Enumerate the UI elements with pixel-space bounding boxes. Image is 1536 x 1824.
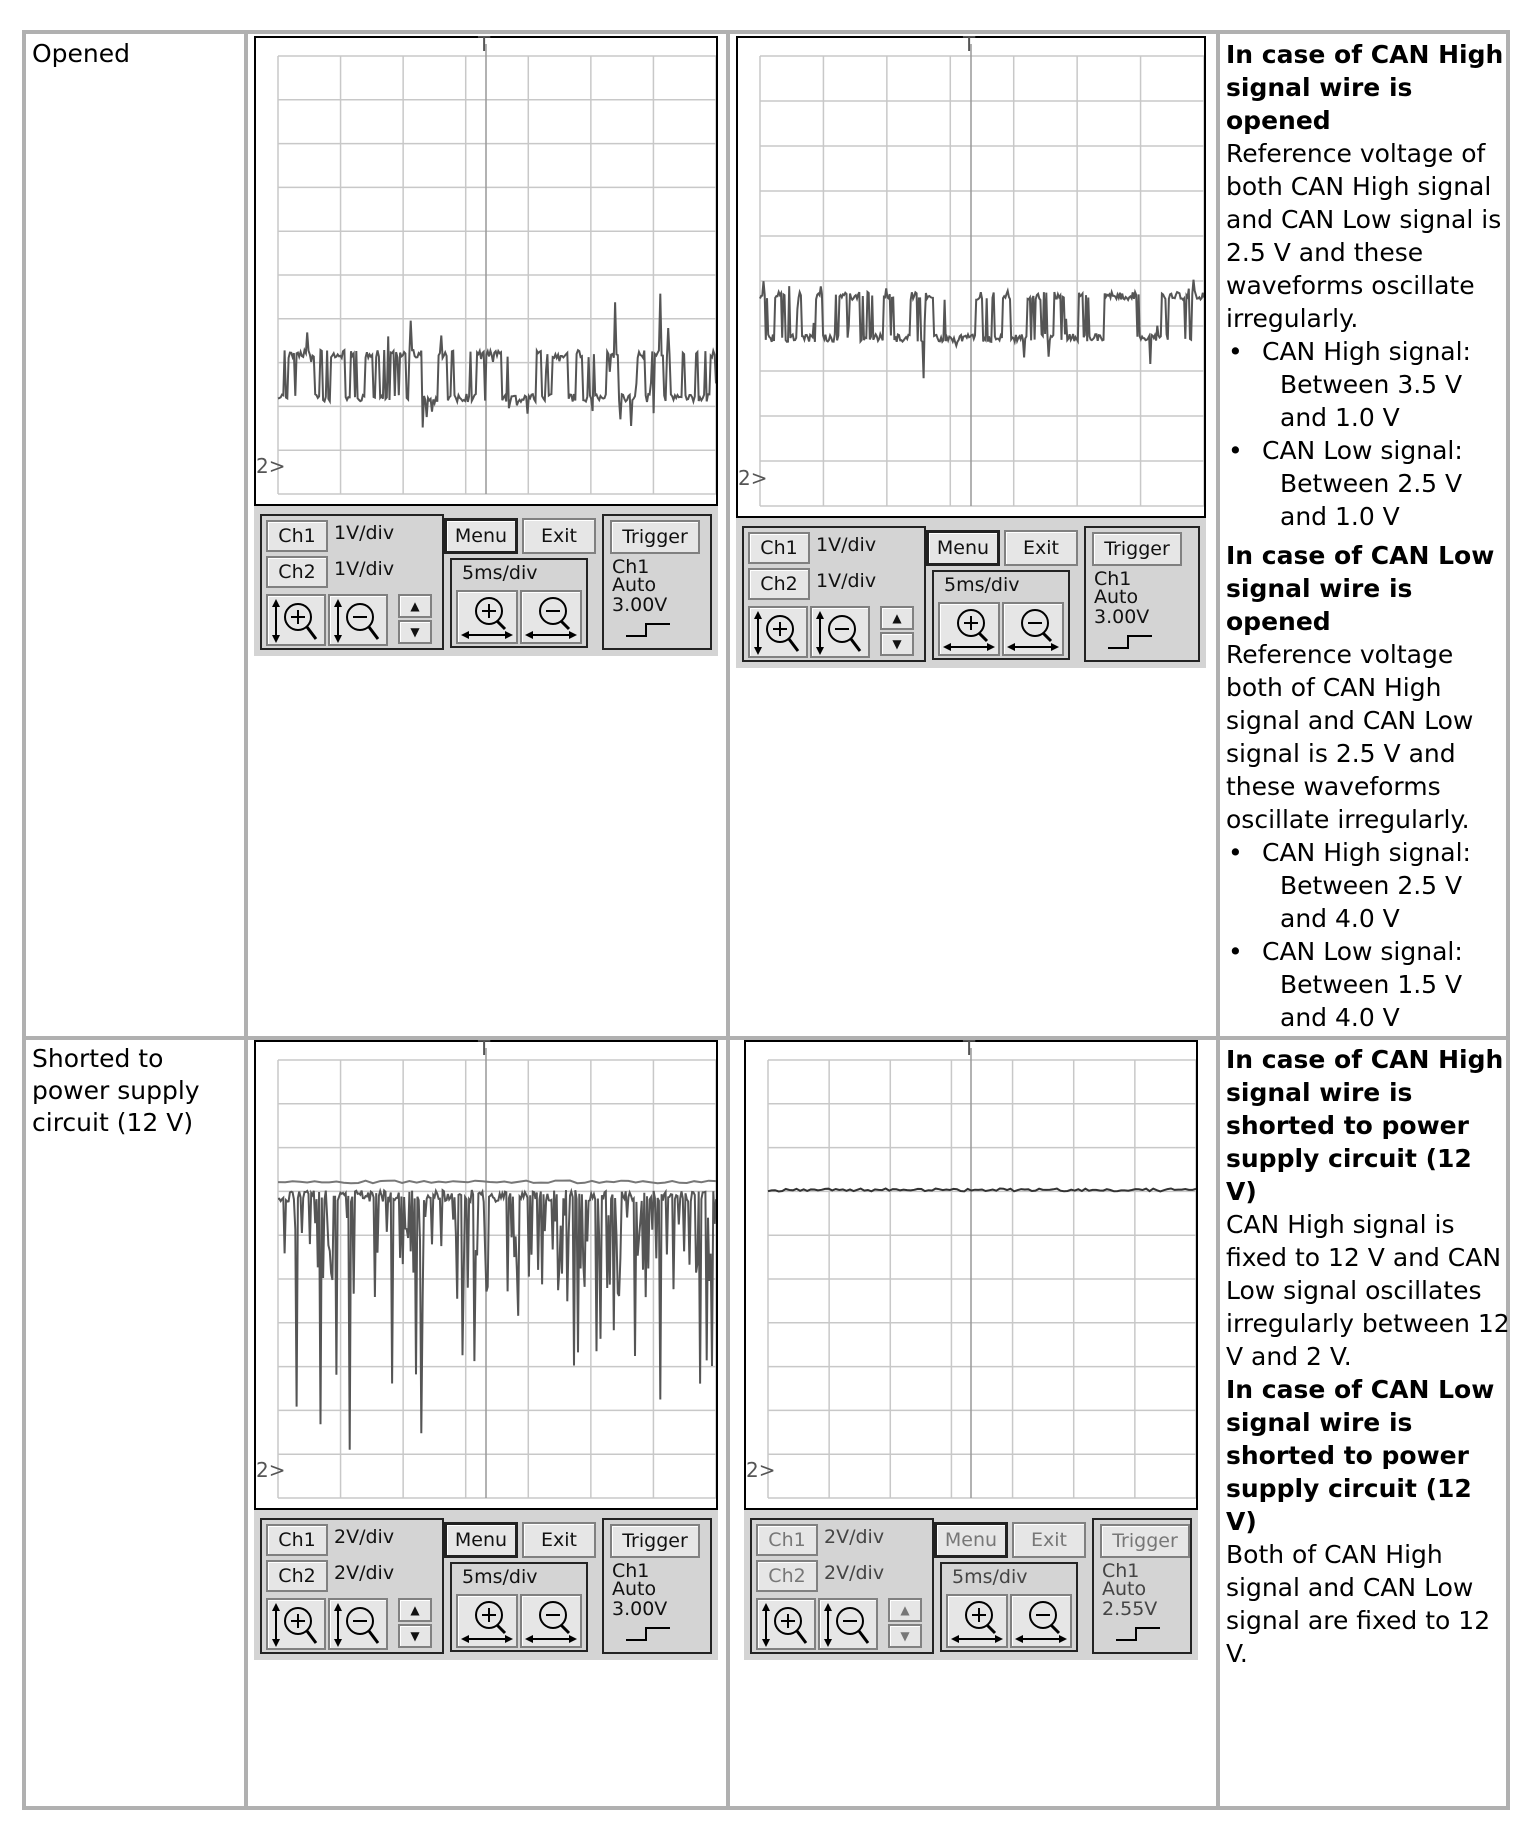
trigger-mode: Auto: [1102, 1578, 1147, 1600]
scroll-down-button[interactable]: [888, 1624, 922, 1648]
zoom-in-icon: [459, 593, 515, 641]
arrow-up-icon: ▲: [410, 1603, 420, 1617]
scroll-down-button[interactable]: [398, 620, 432, 644]
zoom-out-icon: [523, 1597, 579, 1645]
zoom-out-icon: [1013, 1597, 1069, 1645]
horizontal-zoom-out-button[interactable]: [1002, 602, 1064, 656]
vertical-zoom-in-button[interactable]: [748, 606, 808, 658]
scope-screen: [254, 1040, 718, 1510]
trigger-level: 3.00V: [612, 594, 668, 616]
channel2-marker: 2>: [738, 466, 768, 490]
zoom-in-icon: [752, 609, 804, 655]
scope-control-panel: [736, 518, 1206, 668]
arrow-down-icon: ▼: [892, 637, 902, 651]
vertical-zoom-out-button[interactable]: [810, 606, 870, 658]
heading-high-opened: In case of CAN High signal wire is opened: [1226, 40, 1504, 135]
bullet-detail: Between 3.5 V and 1.0 V: [1280, 370, 1463, 432]
trigger-source: Ch1: [1102, 1560, 1140, 1582]
bullet-list: [1226, 335, 1511, 533]
condition-opened: Opened: [32, 39, 131, 68]
text-high-opened: Reference voltage of both CAN High signal and CAN Low signal is 2.5 V and these waveforms oscillate irregularly.: [1226, 139, 1502, 333]
scope-screen: [736, 36, 1206, 518]
scroll-down-button[interactable]: [880, 632, 914, 656]
vertical-zoom-out-button[interactable]: [328, 1598, 388, 1650]
trigger-marker: T: [478, 32, 491, 56]
waveform-display: [256, 1042, 716, 1508]
menu-button[interactable]: Menu: [926, 530, 1000, 566]
scope-control-panel: [744, 1510, 1198, 1660]
channel2-marker: 2>: [256, 454, 286, 478]
text-low-opened: Reference voltage both of CAN High signal and CAN Low signal is 2.5 V and these waveforms oscillate irregularly.: [1226, 640, 1474, 834]
channel2-marker: 2>: [256, 1458, 286, 1482]
waveform-display: [256, 38, 716, 504]
ch1-scale: 1V/div: [334, 522, 395, 544]
trigger-level: 3.00V: [612, 1598, 668, 1620]
ch2-button[interactable]: Ch2: [266, 556, 328, 588]
rising-edge-icon: [624, 1624, 674, 1644]
exit-button[interactable]: Exit: [522, 518, 596, 554]
trigger-button[interactable]: Trigger: [1100, 1524, 1190, 1558]
scroll-down-button[interactable]: [398, 1624, 432, 1648]
waveform-display: [738, 38, 1204, 516]
trigger-mode: Auto: [1094, 586, 1139, 608]
trigger-source: Ch1: [612, 556, 650, 578]
vertical-zoom-in-button[interactable]: [266, 594, 326, 646]
scope-control-panel: [254, 506, 718, 656]
horizontal-zoom-in-button[interactable]: [946, 1594, 1008, 1648]
menu-button[interactable]: Menu: [444, 1522, 518, 1558]
menu-button[interactable]: Menu: [444, 518, 518, 554]
arrow-up-icon: ▲: [892, 611, 902, 625]
text-low-shorted: Both of CAN High signal and CAN Low signal are fixed to 12 V.: [1226, 1540, 1491, 1668]
ch1-button[interactable]: Ch1: [756, 1524, 818, 1556]
bullet-label: CAN Low signal:: [1262, 436, 1463, 465]
zoom-out-icon: [1005, 605, 1061, 653]
scope-screen: [744, 1040, 1198, 1510]
horizontal-zoom-out-button[interactable]: [1010, 1594, 1072, 1648]
list-item: [1226, 434, 1511, 533]
rising-edge-icon: [1114, 1624, 1164, 1644]
exit-button[interactable]: Exit: [522, 1522, 596, 1558]
horizontal-zoom-out-button[interactable]: [520, 1594, 582, 1648]
trigger-button[interactable]: Trigger: [610, 1524, 700, 1558]
text-high-shorted: CAN High signal is fixed to 12 V and CAN Low signal oscillates irregularly between 12 V and 2 V.: [1226, 1210, 1510, 1371]
condition-shorted-12v: Shorted to power supply circuit (12 V): [32, 1044, 200, 1137]
column-divider: [244, 34, 248, 1806]
description-opened: [1226, 38, 1511, 1034]
ch1-button[interactable]: Ch1: [266, 1524, 328, 1556]
menu-button[interactable]: Menu: [934, 1522, 1008, 1558]
timebase-label: 5ms/div: [952, 1566, 1028, 1588]
ch1-scale: 2V/div: [334, 1526, 395, 1548]
zoom-in-icon: [760, 1601, 812, 1647]
scroll-up-button[interactable]: [888, 1598, 922, 1622]
ch1-button[interactable]: Ch1: [748, 532, 810, 564]
ch2-scale: 2V/div: [334, 1562, 395, 1584]
column-divider: [726, 34, 730, 1806]
horizontal-zoom-in-button[interactable]: [456, 590, 518, 644]
trigger-source: Ch1: [612, 1560, 650, 1582]
zoom-out-icon: [523, 593, 579, 641]
zoom-in-icon: [270, 597, 322, 643]
zoom-in-icon: [949, 1597, 1005, 1645]
ch2-scale: 1V/div: [334, 558, 395, 580]
vertical-zoom-out-button[interactable]: [328, 594, 388, 646]
arrow-down-icon: ▼: [410, 625, 420, 639]
signal-trace: [278, 294, 716, 428]
ch1-scale: 2V/div: [824, 1526, 885, 1548]
zoom-out-icon: [822, 1601, 874, 1647]
arrow-down-icon: ▼: [410, 1629, 420, 1643]
trigger-source: Ch1: [1094, 568, 1132, 590]
rising-edge-icon: [624, 620, 674, 640]
scope-control-panel: [254, 1510, 718, 1660]
bullet-label: CAN High signal:: [1262, 838, 1471, 867]
waveform-display: [746, 1042, 1196, 1508]
trigger-button[interactable]: Trigger: [610, 520, 700, 554]
ch1-scale: 1V/div: [816, 534, 877, 556]
trigger-marker: T: [963, 1036, 976, 1060]
channel2-marker: 2>: [746, 1458, 776, 1482]
ch2-button[interactable]: Ch2: [748, 568, 810, 600]
bullet-label: CAN High signal:: [1262, 337, 1471, 366]
ch2-button[interactable]: Ch2: [756, 1560, 818, 1592]
heading-high-shorted: In case of CAN High signal wire is shorted to power supply circuit (12 V): [1226, 1045, 1504, 1206]
signal-trace: [760, 280, 1204, 379]
trigger-marker: T: [963, 32, 976, 56]
arrow-up-icon: ▲: [410, 599, 420, 613]
timebase-label: 5ms/div: [462, 1566, 538, 1588]
scroll-up-button[interactable]: [398, 1598, 432, 1622]
zoom-out-icon: [814, 609, 866, 655]
scroll-up-button[interactable]: [880, 606, 914, 630]
signal-trace: [278, 1181, 716, 1184]
scope-screen: [254, 36, 718, 506]
zoom-in-icon: [941, 605, 997, 653]
list-item: [1226, 335, 1511, 434]
rising-edge-icon: [1106, 632, 1156, 652]
list-item: [1226, 935, 1511, 1034]
trigger-mode: Auto: [612, 574, 657, 596]
ch2-button[interactable]: Ch2: [266, 1560, 328, 1592]
arrow-down-icon: ▼: [900, 1629, 910, 1643]
list-item: [1226, 836, 1511, 935]
zoom-out-icon: [332, 1601, 384, 1647]
zoom-out-icon: [332, 597, 384, 643]
trigger-button[interactable]: Trigger: [1092, 532, 1182, 566]
description-shorted: [1226, 1043, 1511, 1670]
zoom-in-icon: [459, 1597, 515, 1645]
ch1-button[interactable]: Ch1: [266, 520, 328, 552]
arrow-up-icon: ▲: [900, 1603, 910, 1617]
zoom-in-icon: [270, 1601, 322, 1647]
ch2-scale: 1V/div: [816, 570, 877, 592]
timebase-label: 5ms/div: [944, 574, 1020, 596]
timebase-label: 5ms/div: [462, 562, 538, 584]
bullet-list: [1226, 836, 1511, 1034]
column-divider: [1216, 34, 1220, 1806]
horizontal-zoom-in-button[interactable]: [938, 602, 1000, 656]
trigger-marker: T: [478, 1036, 491, 1060]
scroll-up-button[interactable]: [398, 594, 432, 618]
vertical-zoom-in-button[interactable]: [756, 1598, 816, 1650]
trigger-level: 3.00V: [1094, 606, 1150, 628]
bullet-detail: Between 2.5 V and 4.0 V: [1280, 871, 1463, 933]
trigger-level: 2.55V: [1102, 1598, 1158, 1620]
exit-button[interactable]: Exit: [1012, 1522, 1086, 1558]
vertical-zoom-out-button[interactable]: [818, 1598, 878, 1650]
horizontal-zoom-out-button[interactable]: [520, 590, 582, 644]
bullet-detail: Between 2.5 V and 1.0 V: [1280, 469, 1463, 531]
heading-low-opened: In case of CAN Low signal wire is opened: [1226, 541, 1495, 636]
horizontal-zoom-in-button[interactable]: [456, 1594, 518, 1648]
bullet-label: CAN Low signal:: [1262, 937, 1463, 966]
exit-button[interactable]: Exit: [1004, 530, 1078, 566]
bullet-detail: Between 1.5 V and 4.0 V: [1280, 970, 1463, 1032]
vertical-zoom-in-button[interactable]: [266, 1598, 326, 1650]
trigger-mode: Auto: [612, 1578, 657, 1600]
ch2-scale: 2V/div: [824, 1562, 885, 1584]
heading-low-shorted: In case of CAN Low signal wire is shorted to power supply circuit (12 V): [1226, 1375, 1495, 1536]
